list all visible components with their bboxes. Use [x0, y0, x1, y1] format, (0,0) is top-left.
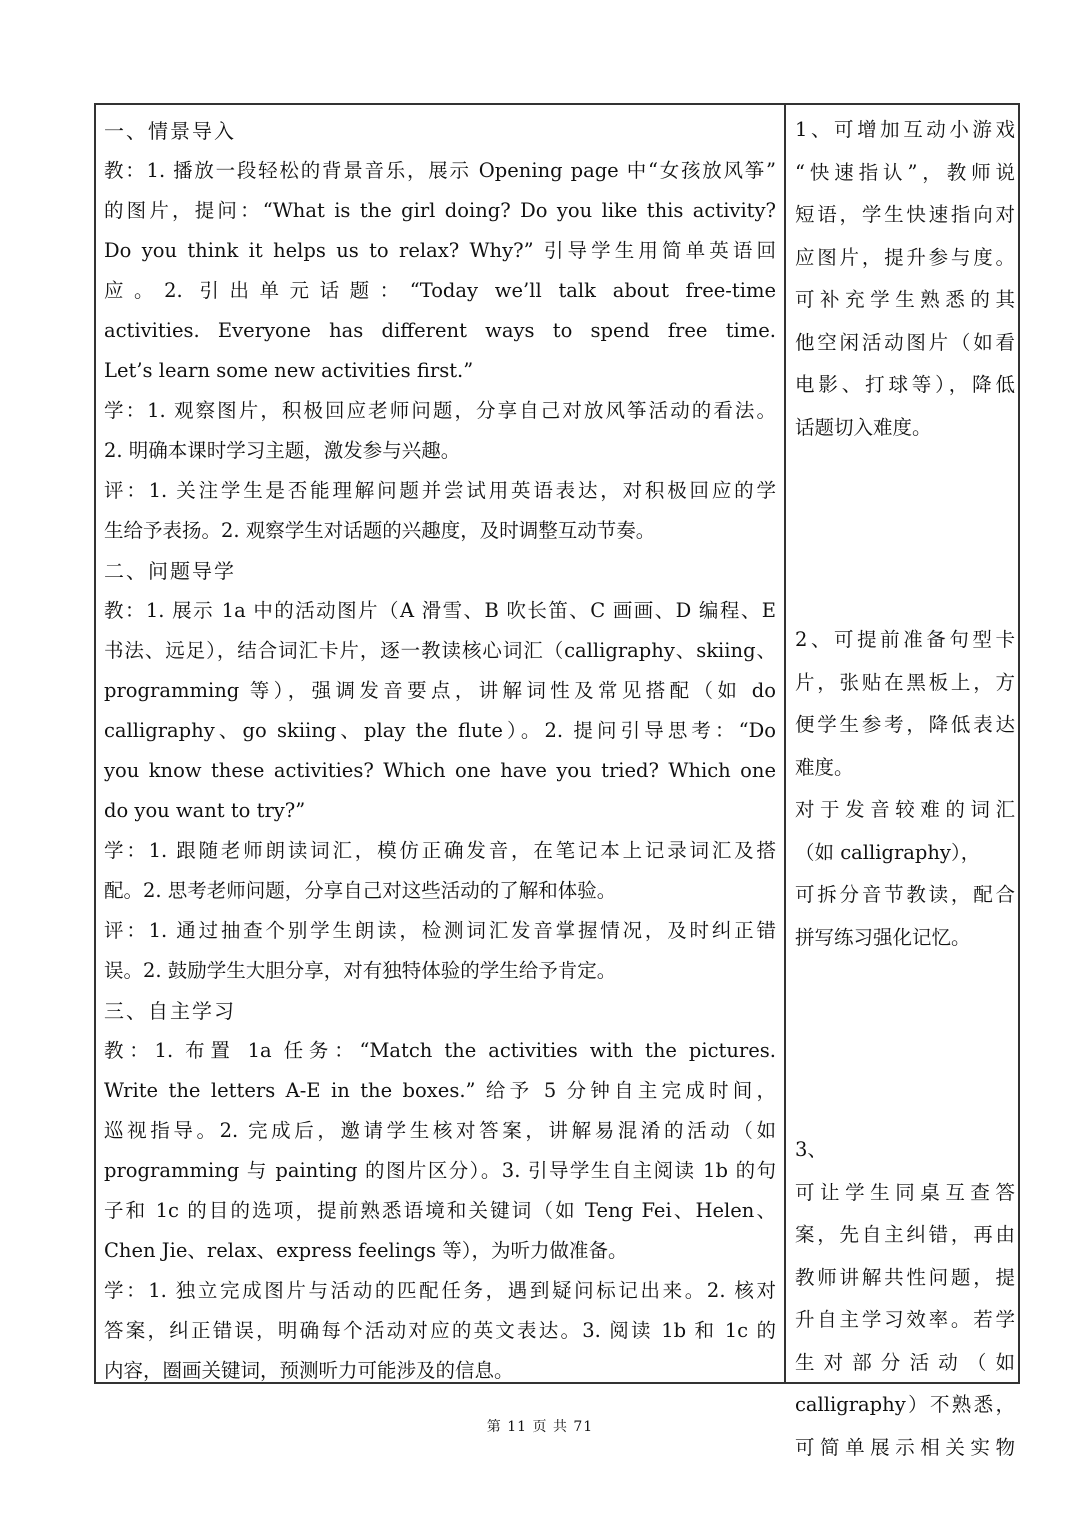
procedure-line: 2. 明确本课时学习主题，激发参与兴趣。: [104, 439, 461, 462]
note-line: 应图片，提升参与度。: [795, 245, 1015, 269]
note-line: 生对部分活动（如: [795, 1350, 1015, 1374]
note-line: calligraphy）不熟悉，: [795, 1393, 1015, 1416]
procedure-line: 生给予表扬。2. 观察学生对话题的兴趣度，及时调整互动节奏。: [104, 519, 656, 542]
note-line: 可简单展示相关实物: [795, 1435, 1015, 1459]
procedure-line: activities. Everyone has different ways to spend free time.: [104, 319, 776, 342]
note-line: 教师讲解共性问题，提: [795, 1265, 1015, 1289]
procedure-line: 应。2. 引出单元话题：“Today we’ll talk about free-time: [104, 279, 776, 302]
procedure-line: 教：1. 布置 1a 任务：“Match the activities with the pictures.: [104, 1039, 776, 1062]
procedure-line: 学：1. 独立完成图片与活动的匹配任务，遇到疑问标记出来。2. 核对: [104, 1279, 776, 1302]
procedure-line: 配。2. 思考老师问题，分享自己对这些活动的了解和体验。: [104, 879, 617, 902]
procedure-line: Do you think it helps us to relax? Why?” 引导学生用简单英语回: [104, 239, 776, 262]
procedure-line: 子和 1c 的目的选项，提前熟悉语境和关键词（如 Teng Fei、Helen、: [104, 1199, 776, 1222]
note-spacer: [795, 492, 1015, 535]
note-line: 可拆分音节教读，配合: [795, 883, 1015, 906]
procedure-line: 的图片，提问：“What is the girl doing? Do you like this activity?: [104, 199, 776, 222]
note-spacer: [795, 534, 1015, 577]
procedure-line: 内容，圈画关键词，预测听力可能涉及的信息。: [104, 1359, 514, 1382]
procedure-line: 书法、远足），结合词汇卡片，逐一教读核心词汇（calligraphy、skiing、: [104, 639, 776, 662]
note-spacer: [795, 1087, 1015, 1130]
procedure-line: 巡视指导。2. 完成后，邀请学生核对答案，讲解易混淆的活动（如: [104, 1119, 776, 1142]
note-line: 难度。: [795, 755, 854, 779]
procedure-line: programming 与 painting 的图片区分）。3. 引导学生自主阅读 1b 的句: [104, 1159, 776, 1182]
note-spacer: [795, 577, 1015, 620]
note-line: 对于发音较难的词汇: [795, 798, 1015, 821]
procedure-line: 学：1. 跟随老师朗读词汇，模仿正确发音，在笔记本上记录词汇及搭: [104, 839, 776, 862]
section-heading: 三、自主学习: [104, 999, 236, 1023]
procedure-line: 评：1. 关注学生是否能理解问题并尝试用英语表达，对积极回应的学: [104, 479, 776, 502]
note-line: 案，先自主纠错，再由: [795, 1223, 1015, 1246]
notes-cell: [795, 109, 1015, 1469]
procedure-line: 教：1. 展示 1a 中的活动图片（A 滑雪、B 吹长笛、C 画画、D 编程、E: [104, 599, 776, 622]
note-line: 可补充学生熟悉的其: [795, 288, 1015, 311]
note-line: 可让学生同桌互查答: [795, 1180, 1015, 1204]
note-line: 拼写练习强化记忆。: [795, 925, 971, 949]
section-heading: 二、问题导学: [104, 559, 236, 583]
note-spacer: [795, 959, 1015, 1002]
procedure-cell: [104, 111, 776, 1391]
procedure-line: do you want to try?”: [104, 799, 306, 822]
procedure-line: 评：1. 通过抽查个别学生朗读，检测词汇发音掌握情况，及时纠正错: [104, 919, 776, 942]
procedure-line: calligraphy、go skiing、play the flute）。2. 提问引导思考：“Do: [104, 719, 776, 742]
note-spacer: [795, 1002, 1015, 1045]
section-heading: 一、情景导入: [104, 119, 236, 143]
procedure-line: 答案，纠正错误，明确每个活动对应的英文表达。3. 阅读 1b 和 1c 的: [104, 1319, 776, 1342]
procedure-line: programming 等），强调发音要点，讲解词性及常见搭配（如 do: [104, 679, 776, 702]
procedure-line: 学：1. 观察图片，积极回应老师问题，分享自己对放风筝活动的看法。: [104, 399, 776, 422]
page-footer: 第 11 页 共 71: [486, 1419, 594, 1435]
procedure-line: Let’s learn some new activities first.”: [104, 359, 474, 382]
note-spacer: [795, 1044, 1015, 1087]
note-line: 片，张贴在黑板上，方: [795, 670, 1015, 694]
note-line: “快速指认”，教师说: [795, 160, 1015, 184]
procedure-line: you know these activities? Which one have you tried? Which one: [104, 759, 776, 782]
procedure-line: 教：1. 播放一段轻松的背景音乐，展示 Opening page 中“女孩放风筝”: [104, 159, 776, 182]
note-line: 便学生参考，降低表达: [795, 713, 1015, 736]
note-line: 升自主学习效率。若学: [795, 1308, 1015, 1331]
note-spacer: [795, 449, 1015, 492]
note-line: 话题切入难度。: [795, 415, 932, 439]
note-line: （如 calligraphy），: [795, 840, 981, 864]
note-line: 3、: [795, 1138, 827, 1161]
procedure-line: 误。2. 鼓励学生大胆分享，对有独特体验的学生给予肯定。: [104, 959, 617, 982]
procedure-line: Write the letters A-E in the boxes.” 给予 5 分钟自主完成时间，: [104, 1079, 776, 1102]
column-divider: [784, 105, 786, 1382]
note-line: 他空闲活动图片（如看: [795, 330, 1015, 354]
procedure-line: Chen Jie、relax、express feelings 等），为听力做准备。: [104, 1239, 628, 1262]
note-line: 1、可增加互动小游戏: [795, 118, 1015, 141]
note-line: 电影、打球等），降低: [795, 373, 1015, 396]
note-line: 短语，学生快速指向对: [795, 203, 1015, 226]
note-line: 2、可提前准备句型卡: [795, 628, 1015, 651]
